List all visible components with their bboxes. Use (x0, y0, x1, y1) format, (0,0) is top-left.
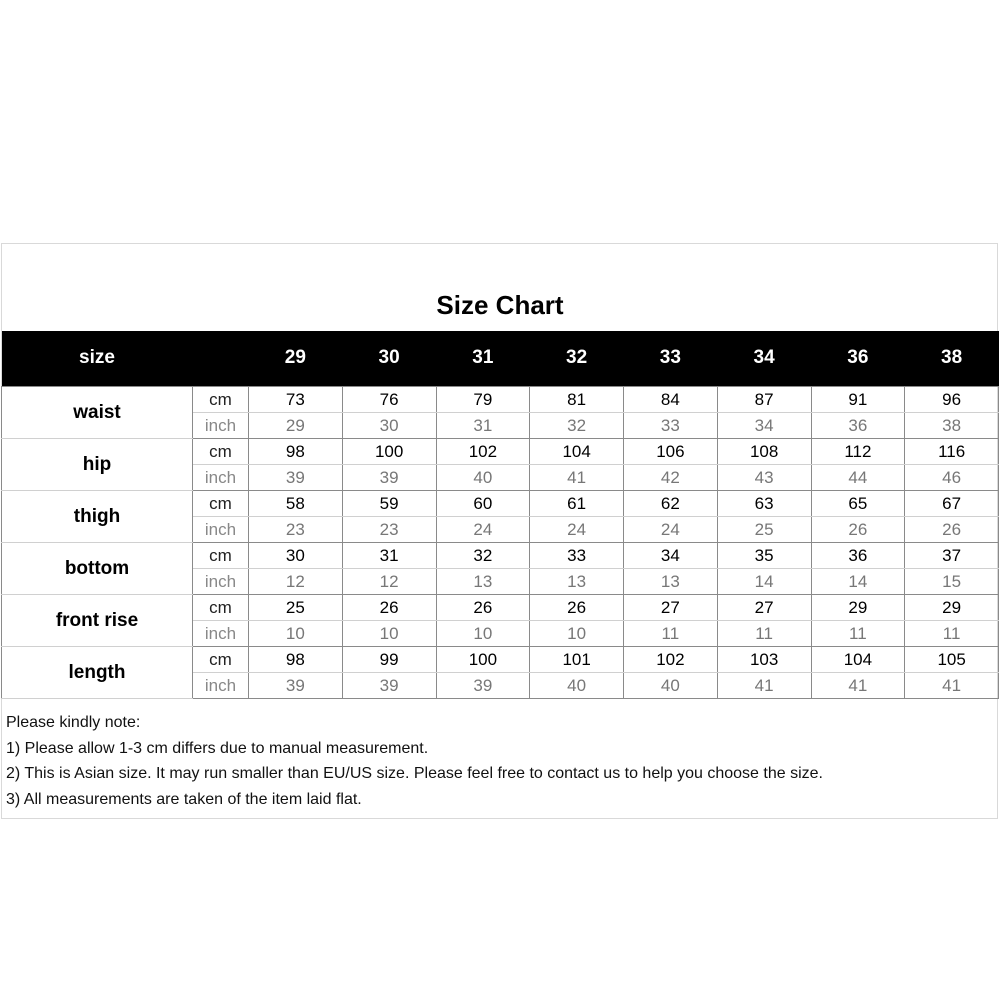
unit-cm: cm (193, 646, 249, 672)
chart-title: Size Chart (436, 290, 564, 320)
measurement-row-front-rise-cm (2, 594, 999, 620)
cm-value: 73 (249, 386, 343, 412)
cm-value: 32 (436, 542, 530, 568)
cm-value: 60 (436, 490, 530, 516)
header-unit-spacer (193, 331, 249, 386)
cm-value: 98 (249, 646, 343, 672)
cm-value: 29 (811, 594, 905, 620)
cm-value: 63 (717, 490, 811, 516)
measurement-row-hip-cm (2, 438, 999, 464)
inch-value: 40 (436, 464, 530, 490)
cm-value: 31 (342, 542, 436, 568)
inch-value: 38 (905, 412, 999, 438)
cm-value: 104 (530, 438, 624, 464)
header-size-label: size (79, 347, 115, 369)
inch-value: 25 (717, 516, 811, 542)
inch-value: 40 (530, 672, 624, 698)
cm-value: 26 (436, 594, 530, 620)
cm-value: 79 (436, 386, 530, 412)
inch-value: 10 (249, 620, 343, 646)
header-size: 32 (566, 347, 588, 369)
notes-heading: Please kindly note: (6, 714, 141, 731)
note-item: 3) All measurements are taken of the item laid flat. (6, 790, 362, 808)
header-size: 36 (847, 347, 869, 369)
unit-inch: inch (193, 620, 249, 646)
cm-value: 96 (905, 386, 999, 412)
cm-value: 87 (717, 386, 811, 412)
inch-value: 39 (342, 464, 436, 490)
cm-value: 65 (811, 490, 905, 516)
inch-value: 13 (624, 568, 718, 594)
measurement-row-waist-cm (2, 386, 999, 412)
inch-value: 39 (436, 672, 530, 698)
unit-inch: inch (193, 516, 249, 542)
cm-value: 27 (717, 594, 811, 620)
header-size: 29 (284, 347, 306, 369)
cm-value: 67 (905, 490, 999, 516)
inch-value: 12 (249, 568, 343, 594)
cm-value: 104 (811, 646, 905, 672)
cm-value: 108 (717, 438, 811, 464)
inch-value: 12 (342, 568, 436, 594)
inch-value: 11 (811, 620, 905, 646)
header-size: 34 (753, 347, 775, 369)
inch-value: 14 (811, 568, 905, 594)
inch-value: 40 (624, 672, 718, 698)
inch-value: 34 (717, 412, 811, 438)
inch-value: 44 (811, 464, 905, 490)
inch-value: 30 (342, 412, 436, 438)
cm-value: 26 (530, 594, 624, 620)
cm-value: 25 (249, 594, 343, 620)
inch-value: 14 (717, 568, 811, 594)
cm-value: 30 (249, 542, 343, 568)
inch-value: 39 (342, 672, 436, 698)
inch-value: 23 (342, 516, 436, 542)
cm-value: 105 (905, 646, 999, 672)
cm-value: 59 (342, 490, 436, 516)
notes (6, 710, 823, 812)
measurement-label-hip: hip (2, 438, 193, 490)
inch-value: 32 (530, 412, 624, 438)
inch-value: 13 (436, 568, 530, 594)
inch-value: 41 (905, 672, 999, 698)
header-size: 38 (941, 347, 963, 369)
measurement-label-waist: waist (2, 386, 193, 438)
inch-value: 11 (717, 620, 811, 646)
cm-value: 101 (530, 646, 624, 672)
table-body (2, 386, 999, 698)
cm-value: 27 (624, 594, 718, 620)
inch-value: 33 (624, 412, 718, 438)
cm-value: 81 (530, 386, 624, 412)
measurement-row-thigh-cm (2, 490, 999, 516)
cm-value: 116 (905, 438, 999, 464)
cm-value: 35 (717, 542, 811, 568)
measurement-row-bottom-cm (2, 542, 999, 568)
unit-inch: inch (193, 412, 249, 438)
cm-value: 100 (436, 646, 530, 672)
inch-value: 10 (436, 620, 530, 646)
header-row (2, 331, 999, 386)
inch-value: 26 (811, 516, 905, 542)
cm-value: 26 (342, 594, 436, 620)
cm-value: 61 (530, 490, 624, 516)
header-size: 31 (472, 347, 494, 369)
cm-value: 36 (811, 542, 905, 568)
inch-value: 41 (530, 464, 624, 490)
unit-cm: cm (193, 386, 249, 412)
cm-value: 102 (624, 646, 718, 672)
unit-cm: cm (193, 594, 249, 620)
unit-cm: cm (193, 438, 249, 464)
header-size: 33 (659, 347, 681, 369)
measurement-label-front-rise: front rise (2, 594, 193, 646)
size-table (1, 331, 999, 699)
cm-value: 100 (342, 438, 436, 464)
measurement-label-thigh: thigh (2, 490, 193, 542)
note-item: 1) Please allow 1-3 cm differs due to manual measurement. (6, 739, 429, 757)
inch-value: 10 (342, 620, 436, 646)
cm-value: 62 (624, 490, 718, 516)
inch-value: 15 (905, 568, 999, 594)
cm-value: 98 (249, 438, 343, 464)
inch-value: 41 (811, 672, 905, 698)
inch-value: 31 (436, 412, 530, 438)
cm-value: 37 (905, 542, 999, 568)
note-item: 2) This is Asian size. It may run smaller than EU/US size. Please feel free to contact us to help you choose the size. (6, 765, 823, 782)
measurement-label-bottom: bottom (2, 542, 193, 594)
inch-value: 24 (436, 516, 530, 542)
header-size: 30 (378, 347, 400, 369)
cm-value: 34 (624, 542, 718, 568)
cm-value: 58 (249, 490, 343, 516)
cm-value: 76 (342, 386, 436, 412)
inch-value: 10 (530, 620, 624, 646)
inch-value: 29 (249, 412, 343, 438)
inch-value: 11 (905, 620, 999, 646)
inch-value: 24 (624, 516, 718, 542)
cm-value: 106 (624, 438, 718, 464)
inch-value: 39 (249, 672, 343, 698)
unit-inch: inch (193, 464, 249, 490)
inch-value: 26 (905, 516, 999, 542)
unit-cm: cm (193, 542, 249, 568)
unit-inch: inch (193, 568, 249, 594)
inch-value: 41 (717, 672, 811, 698)
cm-value: 33 (530, 542, 624, 568)
inch-value: 11 (624, 620, 718, 646)
cm-value: 99 (342, 646, 436, 672)
inch-value: 43 (717, 464, 811, 490)
inch-value: 39 (249, 464, 343, 490)
inch-value: 46 (905, 464, 999, 490)
unit-inch: inch (193, 672, 249, 698)
cm-value: 84 (624, 386, 718, 412)
measurement-label-length: length (2, 646, 193, 698)
cm-value: 112 (811, 438, 905, 464)
cm-value: 102 (436, 438, 530, 464)
inch-value: 24 (530, 516, 624, 542)
unit-cm: cm (193, 490, 249, 516)
cm-value: 29 (905, 594, 999, 620)
cm-value: 103 (717, 646, 811, 672)
inch-value: 36 (811, 412, 905, 438)
cm-value: 91 (811, 386, 905, 412)
inch-value: 13 (530, 568, 624, 594)
inch-value: 23 (249, 516, 343, 542)
inch-value: 42 (624, 464, 718, 490)
measurement-row-length-cm (2, 646, 999, 672)
